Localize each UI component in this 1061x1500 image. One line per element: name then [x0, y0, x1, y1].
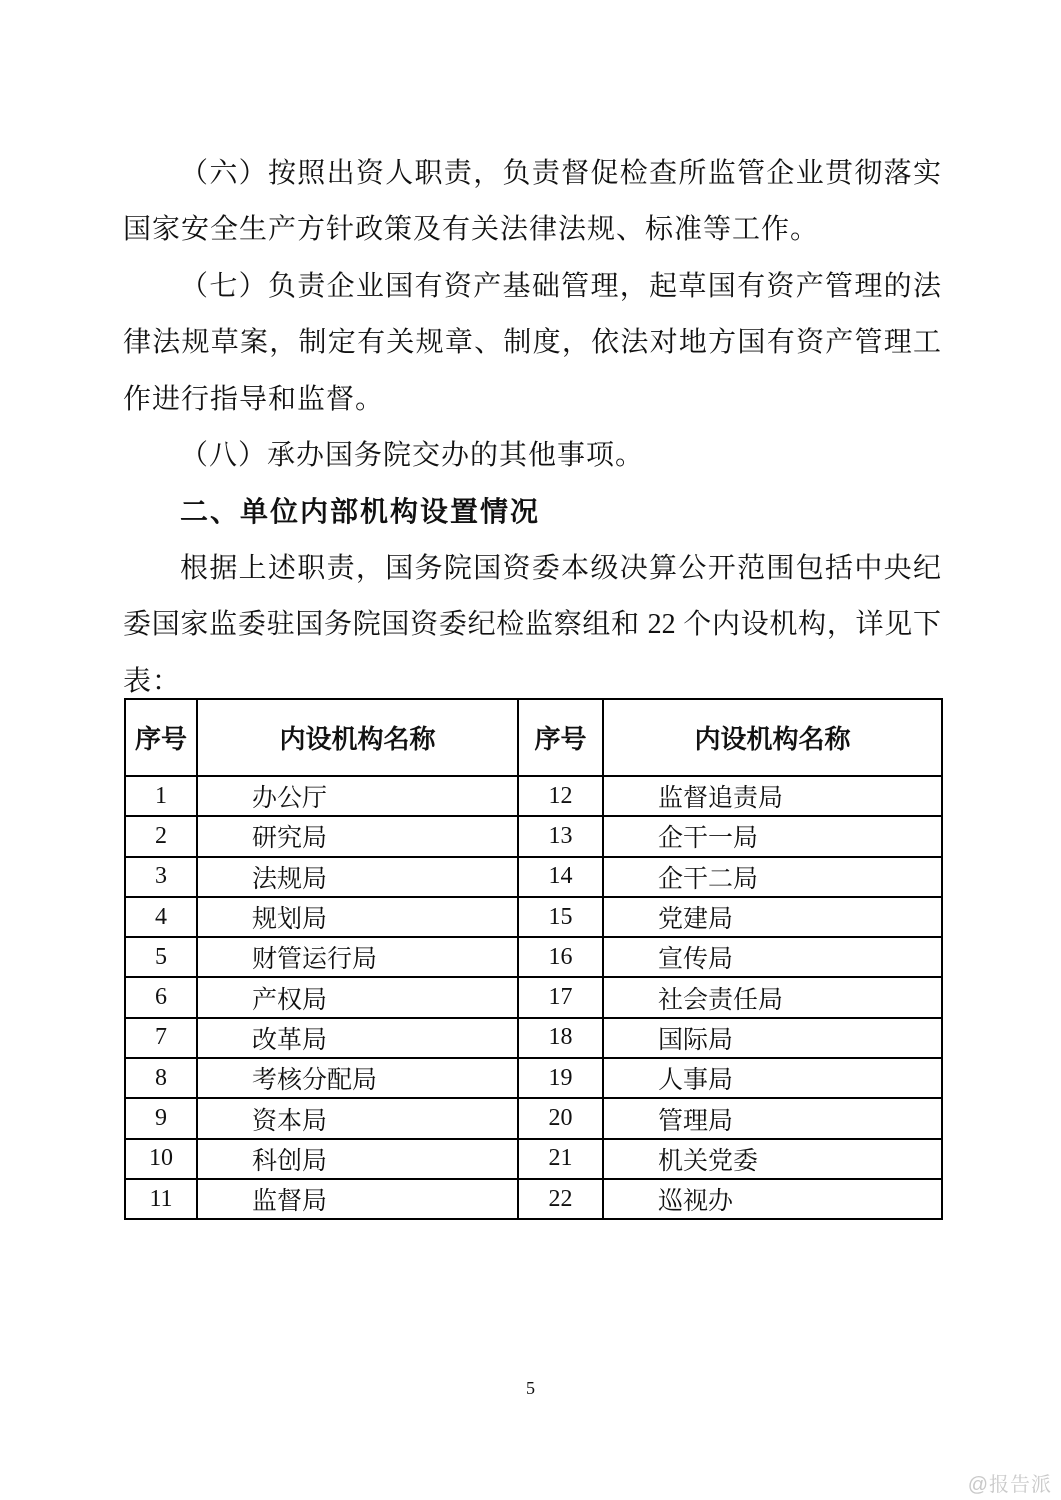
name-cell: 财管运行局: [197, 937, 518, 977]
paragraph-seven-line-1: （七）负责企业国有资产基础管理，起草国有资产管理的法: [180, 270, 941, 302]
seq-cell: 11: [125, 1179, 197, 1219]
section-heading: 二、单位内部机构设置情况: [180, 496, 541, 528]
paragraph-eight-line-1: （八）承办国务院交办的其他事项。: [180, 439, 645, 471]
seq-cell: 15: [518, 897, 603, 937]
name-cell: 监督追责局: [603, 776, 942, 816]
seq-cell: 6: [125, 977, 197, 1017]
name-cell: 企干二局: [603, 857, 942, 897]
name-cell: 考核分配局: [197, 1058, 518, 1098]
name-cell: 资本局: [197, 1098, 518, 1138]
seq-cell: 3: [125, 857, 197, 897]
seq-cell: 5: [125, 937, 197, 977]
table-row: [125, 1139, 942, 1179]
paragraph-six-line-1: （六）按照出资人职责，负责督促检查所监管企业贯彻落实: [180, 158, 941, 189]
paragraph-intro-line-2: 委国家监委驻国务院国资委纪检监察组和 22 个内设机构，详见下: [123, 609, 941, 641]
table-row: [125, 816, 942, 856]
internal-org-table: [124, 698, 943, 1220]
table-row: [125, 857, 942, 897]
watermark-text: @报告派: [967, 1474, 1052, 1496]
seq-cell: 8: [125, 1058, 197, 1098]
table-row: [125, 1058, 942, 1098]
header-name-left: 内设机构名称: [197, 699, 518, 776]
name-cell: 研究局: [197, 816, 518, 856]
name-cell: 监督局: [197, 1179, 518, 1219]
table-row: [125, 897, 942, 937]
name-cell: 国际局: [603, 1018, 942, 1058]
seq-cell: 13: [518, 816, 603, 856]
seq-cell: 4: [125, 897, 197, 937]
page-number: 5: [526, 1378, 535, 1398]
seq-cell: 7: [125, 1018, 197, 1058]
seq-cell: 22: [518, 1179, 603, 1219]
seq-cell: 1: [125, 776, 197, 816]
name-cell: 科创局: [197, 1139, 518, 1179]
seq-cell: 19: [518, 1058, 603, 1098]
seq-cell: 21: [518, 1139, 603, 1179]
paragraph-seven-line-2: 律法规草案，制定有关规章、制度，依法对地方国有资产管理工: [123, 327, 941, 359]
name-cell: 规划局: [197, 897, 518, 937]
seq-cell: 12: [518, 776, 603, 816]
seq-cell: 2: [125, 816, 197, 856]
table-row: [125, 1179, 942, 1219]
table-row: [125, 937, 942, 977]
name-cell: 法规局: [197, 857, 518, 897]
seq-cell: 16: [518, 937, 603, 977]
name-cell: 社会责任局: [603, 977, 942, 1017]
seq-cell: 20: [518, 1098, 603, 1138]
paragraph-intro-line-1: 根据上述职责，国务院国资委本级决算公开范围包括中央纪: [180, 552, 941, 584]
seq-cell: 9: [125, 1098, 197, 1138]
header-seq-right: 序号: [518, 699, 603, 776]
seq-cell: 10: [125, 1139, 197, 1179]
table-header-row: [125, 699, 942, 776]
name-cell: 办公厅: [197, 776, 518, 816]
seq-cell: 18: [518, 1018, 603, 1058]
seq-cell: 17: [518, 977, 603, 1017]
name-cell: 产权局: [197, 977, 518, 1017]
name-cell: 企干一局: [603, 816, 942, 856]
header-name-right: 内设机构名称: [603, 699, 942, 776]
name-cell: 管理局: [603, 1098, 942, 1138]
table-row: [125, 1098, 942, 1138]
paragraph-six-line-2: 国家安全生产方针政策及有关法律法规、标准等工作。: [123, 214, 820, 246]
name-cell: 人事局: [603, 1058, 942, 1098]
table-row: [125, 776, 942, 816]
body-text: [123, 146, 941, 710]
header-seq-left: 序号: [125, 699, 197, 776]
name-cell: 宣传局: [603, 937, 942, 977]
seq-cell: 14: [518, 857, 603, 897]
paragraph-intro-line-3: 表：: [123, 665, 182, 697]
paragraph-seven-line-3: 作进行指导和监督。: [123, 383, 385, 415]
name-cell: 巡视办: [603, 1179, 942, 1219]
name-cell: 改革局: [197, 1018, 518, 1058]
name-cell: 机关党委: [603, 1139, 942, 1179]
table-row: [125, 1018, 942, 1058]
table-row: [125, 977, 942, 1017]
name-cell: 党建局: [603, 897, 942, 937]
